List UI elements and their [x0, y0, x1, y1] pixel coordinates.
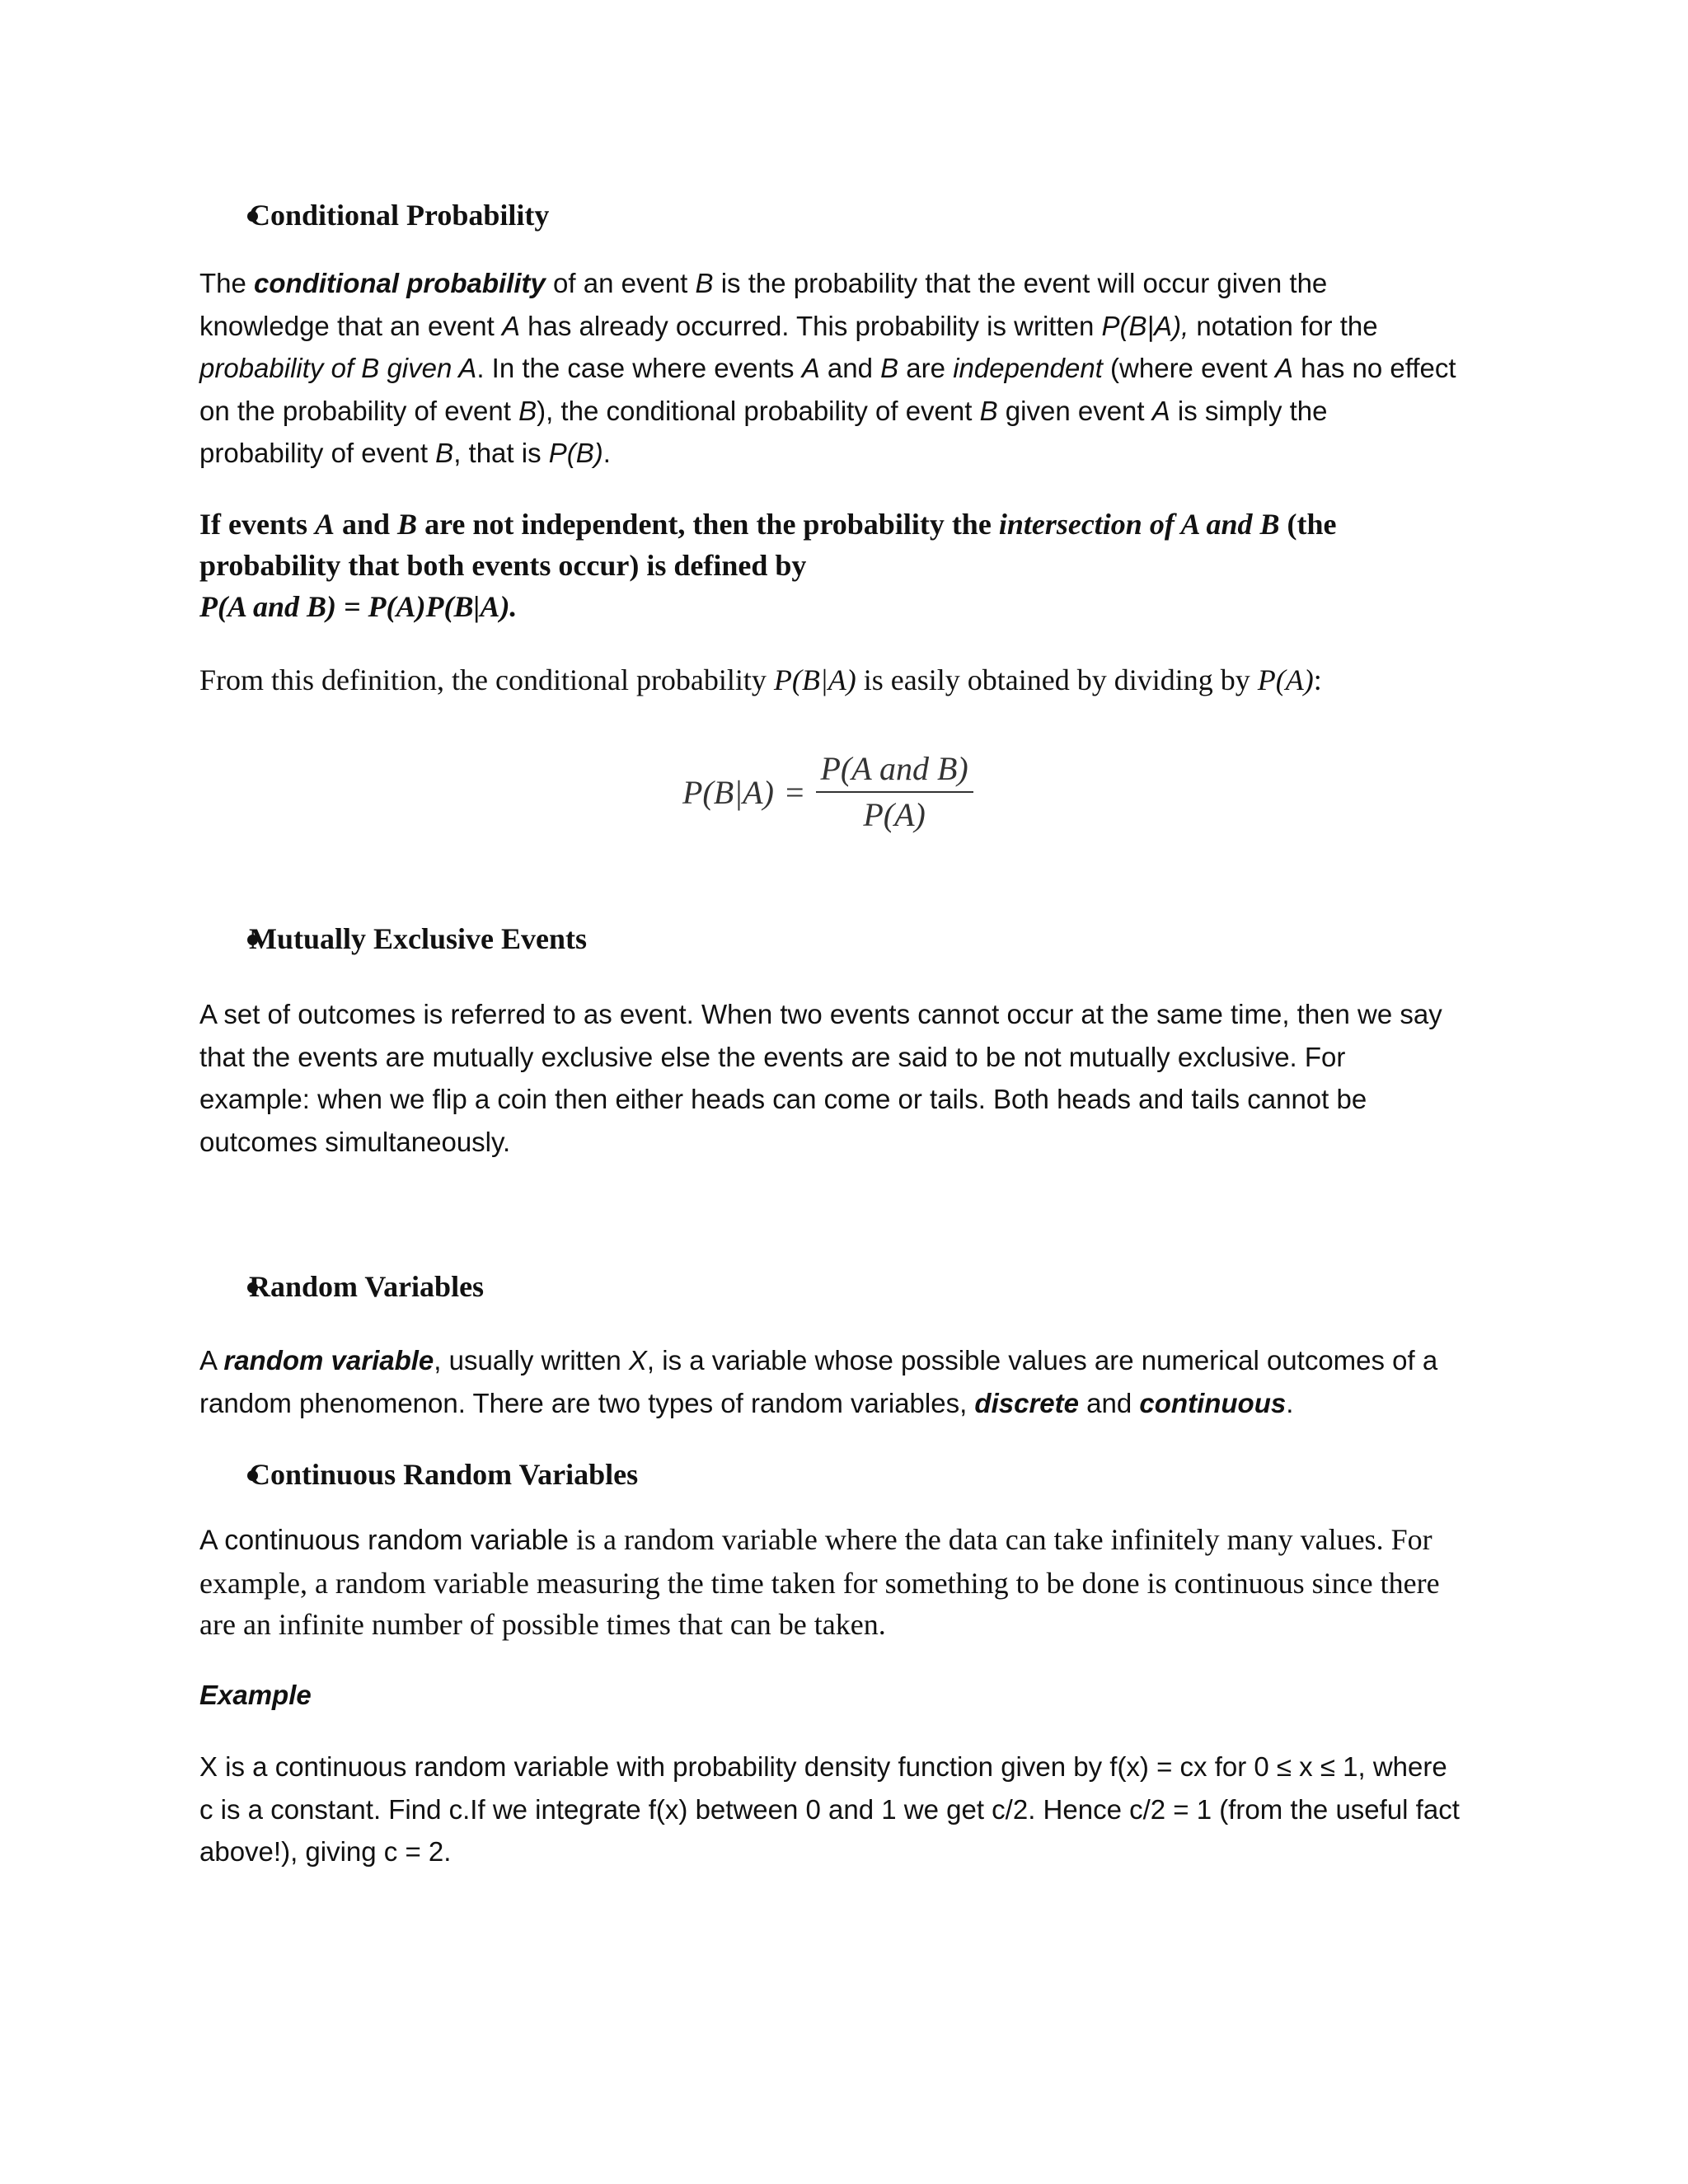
- formula-numerator: P(A and B): [816, 750, 973, 793]
- text-run: has already occurred. This probability is written: [519, 310, 1102, 341]
- text-run: , that is: [453, 438, 549, 468]
- text-line: probability that both events occur) is defined by: [199, 549, 807, 582]
- mutually-exclusive-text: [199, 993, 1502, 1163]
- var-b: B: [518, 395, 537, 426]
- intersection-formula: P(A and B) = P(A)P(B|A).: [199, 590, 518, 623]
- example-label: Example: [199, 1680, 312, 1710]
- formula-denominator: P(A): [863, 796, 926, 833]
- text-line: above!), giving c = 2.: [199, 1836, 452, 1867]
- text-run: notation for the: [1189, 310, 1378, 341]
- term-independent: independent: [953, 353, 1103, 383]
- text-line: A set of outcomes is referred to as event. When two events cannot occur at the same time, then we say: [199, 999, 1442, 1029]
- notation-p-a: P(A): [1257, 663, 1314, 696]
- text-line: [199, 347, 1502, 390]
- conditional-probability-definition: [199, 262, 1502, 475]
- var-b: B: [397, 508, 418, 541]
- formula-equals: =: [785, 773, 804, 811]
- text-run: are: [898, 353, 954, 383]
- section-heading-continuous-random-variables: Continuous Random Variables: [249, 1458, 639, 1491]
- conditional-probability-formula: [682, 750, 973, 834]
- continuous-random-variables-text: [199, 1519, 1502, 1645]
- text-run: probability of event: [199, 438, 436, 468]
- text-run: is a random variable where the data can take infinitely many values. For: [568, 1523, 1432, 1556]
- notation-p-b-given-a: P(B|A): [773, 663, 856, 696]
- var-b: B: [435, 438, 454, 468]
- text-run: knowledge that an event: [199, 310, 502, 341]
- var-a: A: [1274, 353, 1293, 383]
- text-run: A continuous random variable: [199, 1525, 569, 1556]
- var-b: B: [695, 268, 714, 298]
- text-run: is easily obtained by dividing by: [856, 663, 1258, 696]
- text-run: (where event: [1102, 353, 1275, 383]
- term-discrete: discrete: [974, 1387, 1079, 1418]
- section-heading-conditional-probability: Conditional Probability: [249, 199, 550, 232]
- text-line: X is a continuous random variable with probability density function given by f(x) = cx for 0 ≤ x ≤ 1, where: [199, 1751, 1447, 1782]
- example-label-block: [199, 1674, 1502, 1717]
- text-line: [199, 305, 1502, 348]
- text-run: random phenomenon. There are two types of random variables,: [199, 1387, 975, 1418]
- term-conditional-probability: conditional probability: [254, 268, 546, 298]
- text-line: example: when we flip a coin then either heads can come or tails. Both heads and tails cannot be: [199, 1084, 1367, 1114]
- text-run: . In the case where events: [476, 353, 802, 383]
- text-run: is simply the: [1170, 395, 1328, 426]
- text-run: (the: [1279, 508, 1337, 541]
- dependent-events-definition: [199, 504, 1502, 627]
- text-run: ), the conditional probability of event: [537, 395, 980, 426]
- text-run: and: [1079, 1387, 1140, 1418]
- notation-p-b: P(B): [548, 438, 603, 468]
- term-random-variable: random variable: [223, 1345, 434, 1376]
- section-heading-random-variables: Random Variables: [249, 1270, 485, 1303]
- text-run: and: [335, 508, 398, 541]
- text-run: on the probability of event: [199, 395, 519, 426]
- conditional-derivation-text: [199, 659, 1502, 701]
- text-run: .: [603, 438, 611, 468]
- text-line: [199, 390, 1502, 433]
- text-run: The: [199, 268, 255, 298]
- var-a: A: [501, 310, 520, 341]
- section-heading-mutually-exclusive-events: Mutually Exclusive Events: [249, 922, 588, 955]
- var-b: B: [979, 395, 998, 426]
- text-line: example, a random variable measuring the time taken for something to be done is continuous since there: [199, 1566, 1440, 1600]
- text-line: [199, 1382, 1502, 1425]
- text-run: is the probability that the event will occur given the: [713, 268, 1328, 298]
- text-line: outcomes simultaneously.: [199, 1126, 511, 1157]
- var-b: B: [880, 353, 899, 383]
- text-run: has no effect: [1293, 353, 1456, 383]
- formula-lhs: P(B|A): [682, 773, 774, 811]
- text-run: are not independent, then the probability the: [417, 508, 999, 541]
- text-run: given event: [997, 395, 1152, 426]
- text-run: :: [1313, 663, 1322, 696]
- text-line: c is a constant. Find c.If we integrate f(x) between 0 and 1 we get c/2. Hence c/2 = 1 (from the useful fact: [199, 1793, 1460, 1825]
- text-run: .: [1286, 1387, 1294, 1418]
- text-line: [199, 659, 1502, 701]
- var-a: A: [801, 353, 820, 383]
- text-run: , is a variable whose possible values are numerical outcomes of a: [646, 1345, 1438, 1376]
- term-continuous: continuous: [1139, 1387, 1287, 1418]
- text-line: that the events are mutually exclusive else the events are said to be not mutually exclusive. For: [199, 1041, 1346, 1072]
- text-run: From this definition, the conditional probability: [199, 663, 774, 696]
- random-variables-text: [199, 1339, 1502, 1424]
- var-x: X: [628, 1345, 647, 1376]
- text-line: [199, 432, 1502, 475]
- text-run: If events: [199, 508, 315, 541]
- text-line: are an infinite number of possible times that can be taken.: [199, 1607, 886, 1641]
- term-intersection: intersection of A and B: [998, 508, 1280, 541]
- var-a: A: [314, 508, 335, 541]
- text-run: probability of B given A: [199, 353, 477, 383]
- notation-p-b-given-a: P(B|A),: [1101, 310, 1189, 341]
- text-line: [199, 1519, 1502, 1563]
- var-a: A: [1151, 395, 1170, 426]
- text-run: A: [199, 1345, 224, 1376]
- formula-fraction: [816, 750, 973, 834]
- text-line: [199, 504, 1502, 545]
- text-line: [199, 1339, 1502, 1382]
- text-run: , usually written: [434, 1345, 629, 1376]
- text-line: [199, 262, 1502, 305]
- example-text: [199, 1746, 1502, 1873]
- text-run: and: [819, 353, 881, 383]
- text-run: of an event: [545, 268, 696, 298]
